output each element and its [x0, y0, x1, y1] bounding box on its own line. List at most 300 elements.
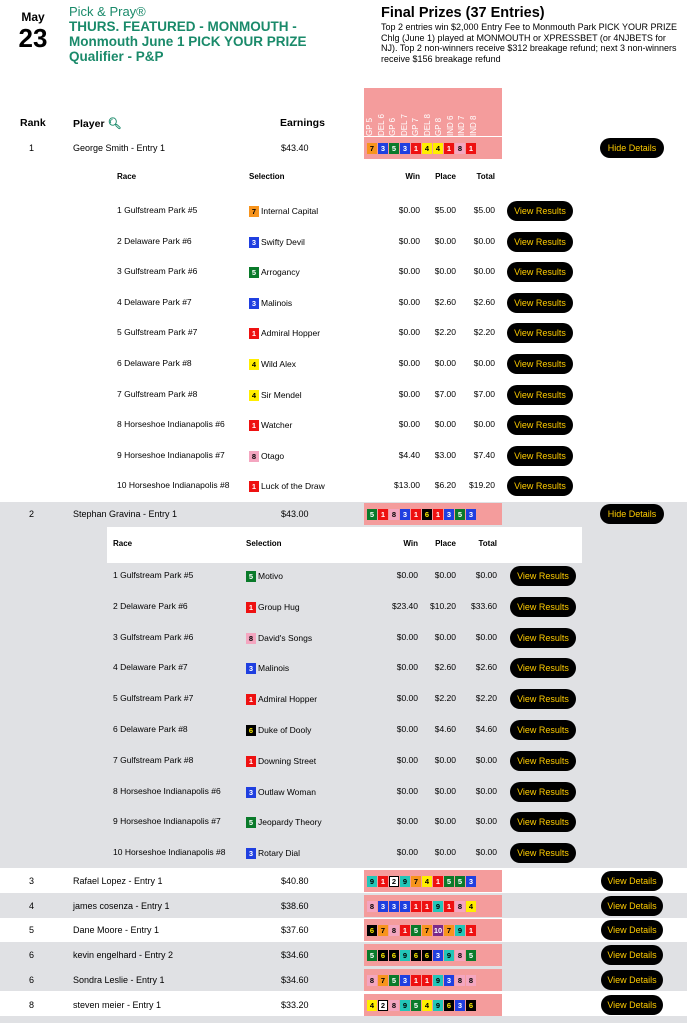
post-position-chip: 3: [389, 901, 399, 912]
post-position-chip: 1: [249, 481, 259, 492]
race-name: 5 Gulfstream Park #7: [113, 693, 194, 703]
total-column-header: Total: [478, 539, 497, 548]
selection-cell: [249, 296, 292, 310]
race-code-label: IND 6: [445, 115, 455, 136]
post-position-chip: 4: [249, 390, 259, 401]
horse-name: Watcher: [261, 420, 293, 430]
post-position-chip: 1: [422, 975, 432, 986]
post-position-chip: 9: [433, 1000, 443, 1011]
race-name: 7 Gulfstream Park #8: [113, 755, 194, 765]
post-position-chip: 9: [367, 876, 377, 887]
win-column-header: Win: [405, 172, 420, 181]
post-position-chip: 1: [411, 901, 421, 912]
place-amount: $7.00: [434, 389, 456, 399]
post-position-chip: 4: [422, 876, 432, 887]
view-results-button[interactable]: View Results: [510, 597, 576, 617]
total-amount: $0.00: [475, 786, 497, 796]
post-position-chip: 2: [389, 876, 399, 887]
view-results-button[interactable]: View Results: [510, 843, 576, 863]
selection-cell: [246, 723, 311, 737]
prizes-description: Top 2 entries win $2,000 Entry Fee to Monmouth Park PICK YOUR PRIZE Chlg (June 1) played at MONMOUTH or XPRESSBET (or 4NJBETS for NJ). Top 2 non-winners receive $312 breakage refund; next 3 non-winners receive $156 breakage refund: [381, 22, 677, 64]
selection-cell: [249, 265, 300, 279]
entry-picks-strip: [364, 969, 502, 991]
total-amount: $0.00: [475, 816, 497, 826]
selection-cell: [249, 357, 296, 371]
post-position-chip: 5: [455, 509, 465, 520]
post-position-chip: 5: [389, 143, 399, 154]
win-amount: $0.00: [396, 755, 418, 765]
post-position-chip: 7: [378, 925, 388, 936]
entry-player-name[interactable]: Stephan Gravina - Entry 1: [73, 509, 178, 519]
post-position-chip: 9: [400, 1000, 410, 1011]
entry-player-name[interactable]: kevin engelhard - Entry 2: [73, 950, 174, 960]
total-amount: $0.00: [475, 755, 497, 765]
entry-player-name[interactable]: Dane Moore - Entry 1: [73, 925, 160, 935]
view-results-button[interactable]: View Results: [510, 628, 576, 648]
win-amount: $0.00: [396, 847, 418, 857]
horse-name: Malinois: [258, 663, 290, 673]
selection-cell: [249, 479, 325, 493]
horse-name: Rotary Dial: [258, 848, 301, 858]
entry-picks-strip: [364, 137, 502, 159]
view-results-button[interactable]: View Results: [507, 323, 573, 343]
selection-cell: [246, 692, 317, 706]
total-amount: $33.60: [471, 601, 497, 611]
post-position-chip: 4: [466, 901, 476, 912]
entry-player-name[interactable]: Sondra Leslie - Entry 1: [73, 975, 165, 985]
win-amount: $0.00: [398, 297, 420, 307]
entry-earnings: $34.60: [281, 950, 309, 960]
entry-earnings: $34.60: [281, 975, 309, 985]
race-column-header: Race: [117, 172, 137, 181]
post-position-chip: 3: [400, 975, 410, 986]
selection-cell: [249, 418, 292, 432]
post-position-chip: 8: [389, 509, 399, 520]
post-position-chip: 1: [246, 602, 256, 613]
win-amount: $0.00: [398, 389, 420, 399]
post-position-chip: 9: [433, 975, 443, 986]
entry-rank: 2: [29, 509, 35, 519]
hide-details-button[interactable]: Hide Details: [600, 138, 664, 158]
win-amount: $4.40: [398, 450, 420, 460]
horse-name: Admiral Hopper: [261, 328, 321, 338]
post-position-chip: 6: [422, 509, 432, 520]
selection-cell: [246, 600, 300, 614]
place-amount: $0.00: [434, 786, 456, 796]
rank-column-header: Rank: [20, 117, 46, 129]
view-results-button[interactable]: View Results: [507, 446, 573, 466]
win-amount: $0.00: [398, 358, 420, 368]
view-results-button[interactable]: View Results: [507, 354, 573, 374]
post-position-chip: 8: [455, 950, 465, 961]
total-amount: $7.40: [473, 450, 495, 460]
entry-rank: 6: [29, 950, 35, 960]
selection-cell: [246, 846, 300, 860]
post-position-chip: 7: [367, 143, 377, 154]
view-details-button[interactable]: View Details: [601, 945, 663, 965]
post-position-chip: 3: [466, 509, 476, 520]
selection-cell: [249, 204, 318, 218]
entry-earnings: $33.20: [281, 1000, 309, 1010]
place-column-header: Place: [435, 539, 456, 548]
race-name: 10 Horseshoe Indianapolis #8: [117, 480, 230, 490]
entry-picks-strip: [364, 895, 502, 917]
place-amount: $3.00: [434, 450, 456, 460]
place-amount: $0.00: [434, 266, 456, 276]
horse-name: Arrogancy: [261, 267, 300, 277]
post-position-chip: 1: [411, 975, 421, 986]
entry-picks-strip: [364, 994, 502, 1016]
post-position-chip: 5: [411, 1000, 421, 1011]
view-results-button[interactable]: View Results: [507, 232, 573, 252]
earnings-column-header: Earnings: [280, 117, 325, 129]
post-position-chip: 2: [378, 1000, 388, 1011]
post-position-chip: 1: [433, 509, 443, 520]
race-name: 2 Delaware Park #6: [113, 601, 188, 611]
post-position-chip: 3: [444, 975, 454, 986]
win-column-header: Win: [403, 539, 418, 548]
win-amount: $0.00: [398, 266, 420, 276]
race-name: 9 Horseshoe Indianapolis #7: [117, 450, 225, 460]
post-position-chip: 3: [246, 848, 256, 859]
horse-name: Duke of Dooly: [258, 725, 312, 735]
post-position-chip: 1: [466, 925, 476, 936]
post-position-chip: 3: [246, 787, 256, 798]
place-column-header: Place: [435, 172, 456, 181]
selection-cell: [246, 785, 316, 799]
post-position-chip: 1: [246, 756, 256, 767]
post-position-chip: 8: [455, 901, 465, 912]
entry-earnings: $38.60: [281, 901, 309, 911]
post-position-chip: 6: [422, 950, 432, 961]
view-results-button[interactable]: View Results: [507, 201, 573, 221]
entry-rank: 6: [29, 975, 35, 985]
place-amount: $2.60: [434, 297, 456, 307]
selection-cell: [246, 631, 312, 645]
total-amount: $2.20: [475, 693, 497, 703]
total-amount: $19.20: [469, 480, 495, 490]
selection-cell: [249, 449, 284, 463]
post-position-chip: 7: [378, 975, 388, 986]
post-position-chip: 9: [455, 925, 465, 936]
total-amount: $0.00: [473, 266, 495, 276]
selection-cell: [246, 754, 316, 768]
post-position-chip: 1: [444, 143, 454, 154]
post-position-chip: 8: [389, 1000, 399, 1011]
post-position-chip: 1: [422, 901, 432, 912]
post-position-chip: 5: [444, 876, 454, 887]
entry-picks-strip: [364, 944, 502, 966]
selection-cell: [246, 569, 283, 583]
post-position-chip: 1: [444, 901, 454, 912]
race-name: 6 Delaware Park #8: [117, 358, 192, 368]
race-name: 4 Delaware Park #7: [113, 662, 188, 672]
view-results-button[interactable]: View Results: [510, 658, 576, 678]
post-position-chip: 3: [249, 237, 259, 248]
view-results-button[interactable]: View Results: [507, 293, 573, 313]
entry-earnings: $43.40: [281, 143, 309, 153]
horse-name: Sir Mendel: [261, 390, 302, 400]
post-position-chip: 5: [246, 571, 256, 582]
entry-rank: 8: [29, 1000, 35, 1010]
entry-player-name[interactable]: james cosenza - Entry 1: [73, 901, 170, 911]
post-position-chip: 7: [249, 206, 259, 217]
post-position-chip: 9: [433, 901, 443, 912]
view-results-button[interactable]: View Results: [510, 812, 576, 832]
post-position-chip: 7: [422, 925, 432, 936]
total-amount: $0.00: [473, 236, 495, 246]
entry-earnings: $40.80: [281, 876, 309, 886]
post-position-chip: 8: [389, 925, 399, 936]
hide-details-button[interactable]: Hide Details: [600, 504, 664, 524]
race-name: 8 Horseshoe Indianapolis #6: [113, 786, 221, 796]
place-amount: $0.00: [434, 570, 456, 580]
view-results-button[interactable]: View Results: [510, 751, 576, 771]
post-position-chip: 1: [246, 694, 256, 705]
selection-cell: [249, 326, 320, 340]
post-position-chip: 5: [367, 950, 377, 961]
entry-rank: 5: [29, 925, 35, 935]
race-name: 7 Gulfstream Park #8: [117, 389, 198, 399]
total-amount: $0.00: [475, 847, 497, 857]
horse-name: Jeopardy Theory: [258, 817, 322, 827]
win-amount: $0.00: [398, 205, 420, 215]
entry-player-name[interactable]: Rafael Lopez - Entry 1: [73, 876, 163, 886]
entry-earnings: $37.60: [281, 925, 309, 935]
player-column-header: [73, 117, 122, 130]
view-results-button[interactable]: View Results: [510, 720, 576, 740]
contest-info: [69, 4, 359, 64]
entry-rank: 3: [29, 876, 35, 886]
entry-rank: 1: [29, 143, 35, 153]
post-position-chip: 6: [466, 1000, 476, 1011]
place-amount: $0.00: [434, 236, 456, 246]
race-name: 3 Gulfstream Park #6: [113, 632, 194, 642]
win-amount: $0.00: [396, 816, 418, 826]
win-amount: $0.00: [398, 236, 420, 246]
place-amount: $4.60: [434, 724, 456, 734]
win-amount: $0.00: [396, 632, 418, 642]
place-amount: $2.20: [434, 693, 456, 703]
prizes-title: Final Prizes (37 Entries): [381, 5, 545, 21]
post-position-chip: 1: [400, 925, 410, 936]
view-results-button[interactable]: View Results: [507, 476, 573, 496]
horse-name: Otago: [261, 451, 285, 461]
place-amount: $10.20: [430, 601, 456, 611]
post-position-chip: 8: [455, 143, 465, 154]
post-position-chip: 6: [411, 950, 421, 961]
post-position-chip: 4: [433, 143, 443, 154]
view-details-button[interactable]: View Details: [601, 896, 663, 916]
post-position-chip: 3: [466, 876, 476, 887]
win-amount: $0.00: [398, 327, 420, 337]
win-amount: $13.00: [394, 480, 420, 490]
post-position-chip: 6: [367, 925, 377, 936]
horse-name: Luck of the Draw: [261, 481, 325, 491]
win-amount: $0.00: [398, 419, 420, 429]
race-code-label: IND 7: [457, 115, 466, 136]
post-position-chip: 5: [367, 509, 377, 520]
race-code-label: DEL 6: [376, 114, 386, 136]
place-amount: $6.20: [434, 480, 456, 490]
post-position-chip: 3: [400, 509, 410, 520]
post-position-chip: 8: [466, 975, 476, 986]
post-position-chip: 1: [378, 876, 388, 887]
horse-name: Downing Street: [258, 756, 317, 766]
row-background: [0, 1016, 687, 1023]
post-position-chip: 4: [367, 1000, 377, 1011]
post-position-chip: 3: [400, 143, 410, 154]
post-position-chip: 5: [389, 975, 399, 986]
post-position-chip: 3: [378, 901, 388, 912]
race-name: 1 Gulfstream Park #5: [113, 570, 194, 580]
total-amount: $2.20: [473, 327, 495, 337]
race-code-label: GP 6: [388, 117, 397, 136]
race-name: 6 Delaware Park #8: [113, 724, 188, 734]
post-position-chip: 6: [378, 950, 388, 961]
horse-name: Motivo: [258, 571, 284, 581]
post-position-chip: 6: [246, 725, 256, 736]
entry-player-name[interactable]: steven meier - Entry 1: [73, 1000, 162, 1010]
selection-cell: [249, 235, 305, 249]
place-amount: $0.00: [434, 358, 456, 368]
race-code-label: GP 8: [434, 117, 443, 136]
total-amount: $7.00: [473, 389, 495, 399]
total-amount: $0.00: [475, 570, 497, 580]
horse-name: Internal Capital: [261, 206, 319, 216]
place-amount: $2.20: [434, 327, 456, 337]
game-brand: Pick & Pray®: [69, 4, 146, 19]
race-code-label: DEL 7: [399, 114, 409, 136]
entry-picks-strip: [364, 919, 502, 941]
post-position-chip: 4: [422, 1000, 432, 1011]
win-amount: $23.40: [392, 601, 418, 611]
post-position-chip: 3: [400, 901, 410, 912]
view-details-button[interactable]: View Details: [601, 871, 663, 891]
entry-earnings: $43.00: [281, 509, 309, 519]
total-amount: $4.60: [475, 724, 497, 734]
total-amount: $2.60: [473, 297, 495, 307]
date-month: May: [21, 10, 45, 24]
horse-name: David's Songs: [258, 633, 313, 643]
place-amount: $5.00: [434, 205, 456, 215]
horse-name: Malinois: [261, 298, 293, 308]
race-name: 8 Horseshoe Indianapolis #6: [117, 419, 225, 429]
post-position-chip: 9: [444, 950, 454, 961]
horse-name: Outlaw Woman: [258, 787, 316, 797]
post-position-chip: 8: [249, 451, 259, 462]
post-position-chip: 5: [466, 950, 476, 961]
place-amount: $0.00: [434, 816, 456, 826]
post-position-chip: 8: [455, 975, 465, 986]
post-position-chip: 3: [444, 509, 454, 520]
entry-player-name[interactable]: George Smith - Entry 1: [73, 143, 166, 153]
post-position-chip: 4: [249, 359, 259, 370]
race-name: 1 Gulfstream Park #5: [117, 205, 198, 215]
place-amount: $0.00: [434, 847, 456, 857]
selection-cell: [249, 388, 302, 402]
post-position-chip: 5: [411, 925, 421, 936]
post-position-chip: 3: [246, 663, 256, 674]
post-position-chip: 4: [422, 143, 432, 154]
date-block: [10, 10, 56, 52]
post-position-chip: 1: [411, 509, 421, 520]
view-results-button[interactable]: View Results: [507, 262, 573, 282]
race-name: 4 Delaware Park #7: [117, 297, 192, 307]
win-amount: $0.00: [396, 786, 418, 796]
win-amount: $0.00: [396, 570, 418, 580]
post-position-chip: 1: [433, 876, 443, 887]
post-position-chip: 3: [433, 950, 443, 961]
horse-name: Group Hug: [258, 602, 300, 612]
post-position-chip: 9: [400, 876, 410, 887]
entry-picks-strip: [364, 870, 502, 892]
view-results-button[interactable]: View Results: [507, 385, 573, 405]
selection-cell: [246, 815, 322, 829]
post-position-chip: 8: [246, 633, 256, 644]
race-code-label: IND 8: [468, 115, 478, 136]
post-position-chip: 9: [400, 950, 410, 961]
view-results-button[interactable]: View Results: [510, 689, 576, 709]
race-code-label: GP 7: [411, 117, 420, 136]
post-position-chip: 10: [433, 925, 443, 935]
race-name: 5 Gulfstream Park #7: [117, 327, 198, 337]
race-name: 2 Delaware Park #6: [117, 236, 192, 246]
contest-title: THURS. FEATURED - MONMOUTH - Monmouth June 1 PICK YOUR PRIZE Qualifier - P&P: [69, 19, 307, 64]
post-position-chip: 1: [378, 509, 388, 520]
page-header: [0, 0, 687, 90]
post-position-chip: 8: [367, 975, 377, 986]
date-day: 23: [18, 23, 48, 53]
post-position-chip: 7: [411, 876, 421, 887]
horse-name: Wild Alex: [261, 359, 296, 369]
place-amount: $0.00: [434, 632, 456, 642]
view-details-button[interactable]: View Details: [601, 995, 663, 1015]
selection-cell: [246, 661, 289, 675]
total-amount: $2.60: [475, 662, 497, 672]
post-position-chip: 6: [444, 1000, 454, 1011]
place-amount: $0.00: [434, 755, 456, 765]
search-icon[interactable]: 🔍︎: [107, 118, 122, 130]
total-amount: $5.00: [473, 205, 495, 215]
place-amount: $2.60: [434, 662, 456, 672]
view-results-button[interactable]: View Results: [510, 782, 576, 802]
view-results-button[interactable]: View Results: [507, 415, 573, 435]
win-amount: $0.00: [396, 662, 418, 672]
post-position-chip: 7: [444, 925, 454, 936]
race-name: 10 Horseshoe Indianapolis #8: [113, 847, 226, 857]
view-results-button[interactable]: View Results: [510, 566, 576, 586]
post-position-chip: 5: [455, 876, 465, 887]
place-amount: $0.00: [434, 419, 456, 429]
post-position-chip: 1: [249, 420, 259, 431]
total-amount: $0.00: [473, 358, 495, 368]
post-position-chip: 6: [389, 950, 399, 961]
entry-picks-strip: [364, 503, 502, 525]
horse-name: Admiral Hopper: [258, 694, 318, 704]
selection-column-header: Selection: [249, 172, 285, 181]
view-details-button[interactable]: View Details: [601, 970, 663, 990]
entry-2-details-panel: [107, 527, 582, 563]
post-position-chip: 3: [455, 1000, 465, 1011]
post-position-chip: 5: [249, 267, 259, 278]
race-name: 9 Horseshoe Indianapolis #7: [113, 816, 221, 826]
race-name: 3 Gulfstream Park #6: [117, 266, 198, 276]
win-amount: $0.00: [396, 724, 418, 734]
win-amount: $0.00: [396, 693, 418, 703]
view-details-button[interactable]: View Details: [601, 920, 663, 940]
post-position-chip: 1: [411, 143, 421, 154]
